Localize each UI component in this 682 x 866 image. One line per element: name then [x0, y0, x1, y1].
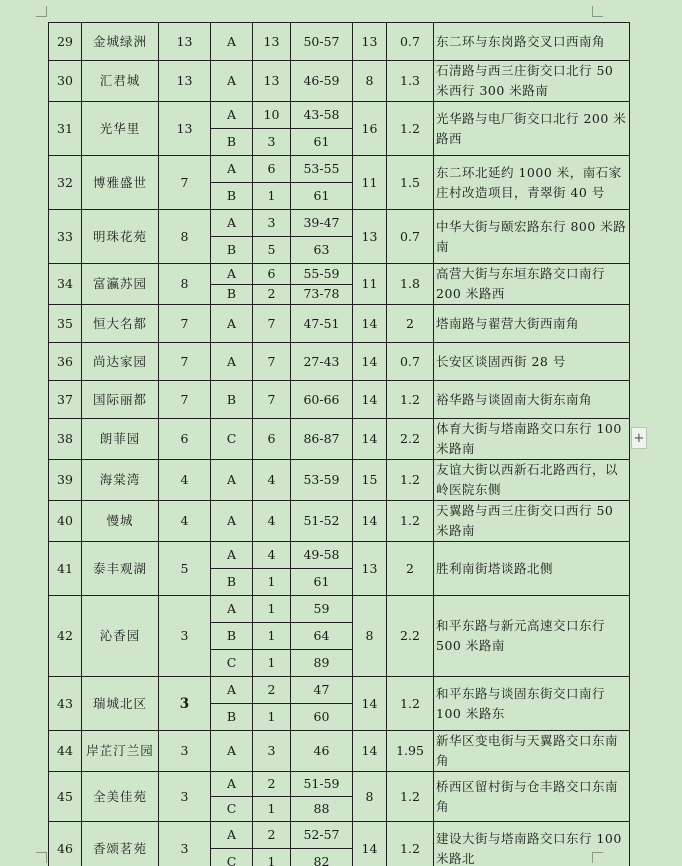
area-range-cell: 61: [291, 129, 353, 156]
address-cell: 裕华路与谈固南大街东南角: [434, 381, 630, 419]
total-units-cell: 7: [159, 305, 211, 343]
row-number-cell: 30: [49, 61, 82, 102]
complex-name-cell: 国际丽都: [82, 381, 159, 419]
area-range-cell: 49-58: [291, 542, 353, 569]
area-range-cell: 59: [291, 596, 353, 623]
unit-type-cell: B: [211, 381, 253, 419]
table-row: [49, 102, 630, 129]
row-number-cell: 37: [49, 381, 82, 419]
table-row: [49, 61, 630, 102]
row-number-cell: 42: [49, 596, 82, 677]
unit-type-cell: A: [211, 542, 253, 569]
area-range-cell: 46: [291, 731, 353, 772]
address-cell: 光华路与电厂街交口北行 200 米路西: [434, 102, 630, 156]
total-units-cell: 3: [159, 772, 211, 822]
unit-type-cell: A: [211, 102, 253, 129]
table-row: [49, 305, 630, 343]
complex-name-cell: 博雅盛世: [82, 156, 159, 210]
area-range-cell: 60: [291, 704, 353, 731]
total-units-cell: 6: [159, 419, 211, 460]
table-row: [49, 460, 630, 501]
housing-table: [48, 22, 630, 866]
total-units-cell: 8: [159, 264, 211, 305]
unit-count-cell: 1: [253, 650, 291, 677]
unit-count-cell: 4: [253, 542, 291, 569]
table-row: [49, 381, 630, 419]
ratio-cell: 1.2: [387, 102, 434, 156]
area-range-cell: 43-58: [291, 102, 353, 129]
area-range-cell: 47: [291, 677, 353, 704]
ratio-cell: 1.2: [387, 822, 434, 866]
table-row: [49, 23, 630, 61]
unit-count-cell: 4: [253, 501, 291, 542]
unit-count-cell: 7: [253, 305, 291, 343]
address-cell: 和平东路与新元高速交口东行 500 米路南: [434, 596, 630, 677]
table-row: [49, 419, 630, 460]
unit-type-cell: A: [211, 677, 253, 704]
address-cell: 桥西区留村街与仓丰路交口东南角: [434, 772, 630, 822]
unit-count-cell: 6: [253, 419, 291, 460]
unit-type-cell: A: [211, 501, 253, 542]
row-number-cell: 36: [49, 343, 82, 381]
area-range-cell: 86-87: [291, 419, 353, 460]
floors-cell: 13: [353, 542, 387, 596]
area-range-cell: 82: [291, 849, 353, 866]
floors-cell: 14: [353, 822, 387, 866]
total-units-cell: 4: [159, 501, 211, 542]
area-range-cell: 55-59: [291, 264, 353, 285]
total-units-cell: 3: [159, 596, 211, 677]
ratio-cell: 0.7: [387, 343, 434, 381]
complex-name-cell: 明珠花苑: [82, 210, 159, 264]
unit-count-cell: 1: [253, 183, 291, 210]
unit-type-cell: B: [211, 129, 253, 156]
area-range-cell: 46-59: [291, 61, 353, 102]
address-cell: 东二环北延约 1000 米，南石家庄村改造项目，青翠街 40 号: [434, 156, 630, 210]
unit-count-cell: 7: [253, 381, 291, 419]
unit-type-cell: A: [211, 343, 253, 381]
ratio-cell: 1.2: [387, 677, 434, 731]
floors-cell: 16: [353, 102, 387, 156]
ratio-cell: 1.8: [387, 264, 434, 305]
ratio-cell: 1.2: [387, 772, 434, 822]
unit-type-cell: B: [211, 704, 253, 731]
unit-count-cell: 3: [253, 210, 291, 237]
area-range-cell: 53-59: [291, 460, 353, 501]
ratio-cell: 2: [387, 542, 434, 596]
unit-type-cell: A: [211, 210, 253, 237]
table-row: [49, 596, 630, 623]
ratio-cell: 1.2: [387, 460, 434, 501]
unit-type-cell: C: [211, 650, 253, 677]
complex-name-cell: 富瀛苏园: [82, 264, 159, 305]
floors-cell: 14: [353, 731, 387, 772]
address-cell: 塔南路与翟营大街西南角: [434, 305, 630, 343]
total-units-cell: 7: [159, 381, 211, 419]
complex-name-cell: 朗菲园: [82, 419, 159, 460]
margin-corner-mark: [592, 6, 603, 17]
row-number-cell: 43: [49, 677, 82, 731]
ratio-cell: 1.3: [387, 61, 434, 102]
address-cell: 中华大街与颐宏路东行 800 米路南: [434, 210, 630, 264]
unit-count-cell: 6: [253, 264, 291, 285]
complex-name-cell: 沁香园: [82, 596, 159, 677]
unit-count-cell: 1: [253, 596, 291, 623]
unit-type-cell: A: [211, 596, 253, 623]
floors-cell: 11: [353, 264, 387, 305]
total-units-cell: 13: [159, 61, 211, 102]
unit-type-cell: B: [211, 623, 253, 650]
table-row: [49, 156, 630, 183]
row-number-cell: 35: [49, 305, 82, 343]
area-range-cell: 64: [291, 623, 353, 650]
unit-type-cell: A: [211, 61, 253, 102]
ratio-cell: 1.2: [387, 381, 434, 419]
unit-count-cell: 2: [253, 677, 291, 704]
table-row: [49, 501, 630, 542]
total-units-cell: 13: [159, 102, 211, 156]
table-row: [49, 210, 630, 237]
total-units-cell: 8: [159, 210, 211, 264]
row-number-cell: 44: [49, 731, 82, 772]
floors-cell: 14: [353, 343, 387, 381]
unit-count-cell: 4: [253, 460, 291, 501]
complex-name-cell: 慢城: [82, 501, 159, 542]
area-range-cell: 52-57: [291, 822, 353, 849]
unit-type-cell: A: [211, 772, 253, 797]
area-range-cell: 51-59: [291, 772, 353, 797]
floors-cell: 14: [353, 305, 387, 343]
unit-type-cell: B: [211, 183, 253, 210]
complex-name-cell: 香颂茗苑: [82, 822, 159, 866]
margin-corner-mark: [36, 6, 47, 17]
ratio-cell: 2.2: [387, 596, 434, 677]
unit-count-cell: 6: [253, 156, 291, 183]
unit-type-cell: A: [211, 822, 253, 849]
unit-count-cell: 7: [253, 343, 291, 381]
complex-name-cell: 尚达家园: [82, 343, 159, 381]
unit-type-cell: C: [211, 797, 253, 822]
row-number-cell: 34: [49, 264, 82, 305]
ratio-cell: 0.7: [387, 210, 434, 264]
unit-type-cell: C: [211, 849, 253, 866]
floors-cell: 14: [353, 501, 387, 542]
complex-name-cell: 海棠湾: [82, 460, 159, 501]
floors-cell: 14: [353, 381, 387, 419]
table-row: [49, 264, 630, 285]
table-row: [49, 772, 630, 797]
unit-count-cell: 13: [253, 23, 291, 61]
complex-name-cell: 岸芷汀兰园: [82, 731, 159, 772]
area-range-cell: 60-66: [291, 381, 353, 419]
address-cell: 友谊大街以西新石北路西行，以岭医院东侧: [434, 460, 630, 501]
total-units-cell: 13: [159, 23, 211, 61]
total-units-cell: 4: [159, 460, 211, 501]
area-range-cell: 53-55: [291, 156, 353, 183]
total-units-cell: 7: [159, 343, 211, 381]
total-units-cell: 5: [159, 542, 211, 596]
unit-type-cell: A: [211, 460, 253, 501]
table-row: [49, 677, 630, 704]
unit-type-cell: A: [211, 23, 253, 61]
area-range-cell: 61: [291, 569, 353, 596]
row-number-cell: 33: [49, 210, 82, 264]
complex-name-cell: 全美佳苑: [82, 772, 159, 822]
address-cell: 和平东路与谈固东街交口南行 100 米路东: [434, 677, 630, 731]
area-range-cell: 61: [291, 183, 353, 210]
floors-cell: 15: [353, 460, 387, 501]
area-range-cell: 88: [291, 797, 353, 822]
unit-type-cell: A: [211, 156, 253, 183]
unit-type-cell: B: [211, 237, 253, 264]
unit-count-cell: 2: [253, 772, 291, 797]
floors-cell: 14: [353, 677, 387, 731]
table-row: [49, 822, 630, 849]
row-number-cell: 45: [49, 772, 82, 822]
total-units-cell: 3: [159, 822, 211, 866]
ratio-cell: 2: [387, 305, 434, 343]
complex-name-cell: 汇君城: [82, 61, 159, 102]
address-cell: 体育大街与塔南路交口东行 100 米路南: [434, 419, 630, 460]
table-row: [49, 542, 630, 569]
unit-count-cell: 3: [253, 129, 291, 156]
unit-count-cell: 13: [253, 61, 291, 102]
area-range-cell: 50-57: [291, 23, 353, 61]
floors-cell: 8: [353, 772, 387, 822]
ratio-cell: 1.95: [387, 731, 434, 772]
address-cell: 胜利南街塔谈路北侧: [434, 542, 630, 596]
row-number-cell: 32: [49, 156, 82, 210]
unit-type-cell: A: [211, 731, 253, 772]
total-units-cell: 7: [159, 156, 211, 210]
complex-name-cell: 光华里: [82, 102, 159, 156]
ratio-cell: 2.2: [387, 419, 434, 460]
unit-count-cell: 5: [253, 237, 291, 264]
unit-count-cell: 1: [253, 623, 291, 650]
floors-cell: 11: [353, 156, 387, 210]
ratio-cell: 0.7: [387, 23, 434, 61]
area-range-cell: 63: [291, 237, 353, 264]
address-cell: 石清路与西三庄街交口北行 50 米西行 300 米路南: [434, 61, 630, 102]
unit-type-cell: C: [211, 419, 253, 460]
unit-type-cell: B: [211, 569, 253, 596]
unit-type-cell: A: [211, 305, 253, 343]
floors-cell: 8: [353, 61, 387, 102]
table-row: [49, 343, 630, 381]
row-number-cell: 29: [49, 23, 82, 61]
unit-count-cell: 1: [253, 849, 291, 866]
area-range-cell: 89: [291, 650, 353, 677]
address-cell: 长安区谈固西街 28 号: [434, 343, 630, 381]
unit-count-cell: 3: [253, 731, 291, 772]
margin-corner-mark: [36, 852, 47, 863]
total-units-cell: 3: [159, 731, 211, 772]
address-cell: 建设大街与塔南路交口东行 100 米路北: [434, 822, 630, 866]
row-number-cell: 38: [49, 419, 82, 460]
address-cell: 天翼路与西三庄街交口西行 50 米路南: [434, 501, 630, 542]
floors-cell: 8: [353, 596, 387, 677]
complex-name-cell: 金城绿洲: [82, 23, 159, 61]
address-cell: 东二环与东岗路交叉口西南角: [434, 23, 630, 61]
address-cell: 高营大街与东垣东路交口南行 200 米路西: [434, 264, 630, 305]
total-units-cell: 3: [159, 677, 211, 731]
unit-count-cell: 2: [253, 284, 291, 305]
area-range-cell: 47-51: [291, 305, 353, 343]
row-number-cell: 46: [49, 822, 82, 866]
unit-type-cell: A: [211, 264, 253, 285]
floors-cell: 14: [353, 419, 387, 460]
address-cell: 新华区变电街与天翼路交口东南角: [434, 731, 630, 772]
complex-name-cell: 泰丰观湖: [82, 542, 159, 596]
floors-cell: 13: [353, 23, 387, 61]
row-number-cell: 40: [49, 501, 82, 542]
ratio-cell: 1.2: [387, 501, 434, 542]
row-number-cell: 31: [49, 102, 82, 156]
unit-count-cell: 1: [253, 797, 291, 822]
unit-count-cell: 1: [253, 704, 291, 731]
add-row-button[interactable]: +: [631, 427, 647, 449]
unit-count-cell: 1: [253, 569, 291, 596]
row-number-cell: 39: [49, 460, 82, 501]
area-range-cell: 27-43: [291, 343, 353, 381]
row-number-cell: 41: [49, 542, 82, 596]
complex-name-cell: 恒大名都: [82, 305, 159, 343]
table-row: [49, 731, 630, 772]
unit-count-cell: 2: [253, 822, 291, 849]
unit-type-cell: B: [211, 284, 253, 305]
floors-cell: 13: [353, 210, 387, 264]
complex-name-cell: 瑞城北区: [82, 677, 159, 731]
area-range-cell: 73-78: [291, 284, 353, 305]
ratio-cell: 1.5: [387, 156, 434, 210]
area-range-cell: 39-47: [291, 210, 353, 237]
area-range-cell: 51-52: [291, 501, 353, 542]
unit-count-cell: 10: [253, 102, 291, 129]
